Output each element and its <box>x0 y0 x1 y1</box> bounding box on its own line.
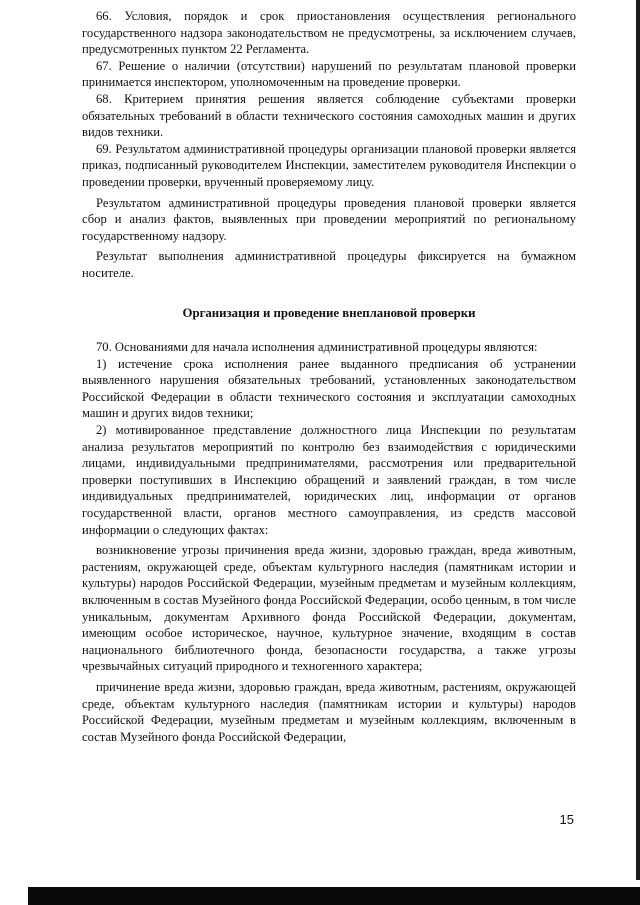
document-body <box>82 8 576 745</box>
scan-border-right <box>636 0 640 880</box>
paragraph-result-fixation: Результат выполнения административной процедуры фиксируется на бумажном носителе. <box>82 249 576 280</box>
paragraph-66: 66. Условия, порядок и срок приостановления осуществления регионального государственного надзора законодательством не предусмотрены, за исключением случаев, предусмотренных пунктом 22 Регламента. <box>82 9 576 57</box>
section-title: Организация и проведение внеплановой проверки <box>182 305 476 320</box>
paragraph-70-item-2: 2) мотивированное представление должностного лица Инспекции по результатам анализа результатов мероприятий по контролю без взаимодействия с юридическими лицами, индивидуальными предпринимателями, рассмотрения или предварительной проверки поступивших в Инспекцию обращений и заявлений граждан, в том числе индивидуальных предпринимателей, юридических лиц, информации от органов государственной власти, органов местного самоуправления, из средств массовой информации о следующих фактах: <box>82 423 576 537</box>
scan-border-bottom <box>28 887 640 905</box>
page-number: 15 <box>559 812 574 827</box>
paragraph-70: 70. Основаниями для начала исполнения административной процедуры являются: <box>96 340 538 355</box>
paragraph-result-planned: Результатом административной процедуры проведения плановой проверки является сбор и анализ фактов, выявленных при проведении мероприятий по региональному государственному надзору. <box>82 195 576 243</box>
paragraph-69: 69. Результатом административной процедуры организации плановой проверки является приказ, подписанный руководителем Инспекции, заместителем руководителя Инспекции о проведении проверки, врученный проверяемому лицу. <box>82 141 576 189</box>
paragraph-harm: причинение вреда жизни, здоровью граждан, вреда животным, растениям, окружающей среде, объектам культурного наследия (памятникам истории и культуры) народов Российской Федерации, музейным предметам и музейным коллекциям, включенным в состав Музейного фонда Российской Федерации, <box>82 679 576 744</box>
paragraph-68: 68. Критерием принятия решения является соблюдение субъектами проверки обязательных требований в области технического состояния самоходных машин и других видов техники. <box>82 91 576 140</box>
paragraph-threat: возникновение угрозы причинения вреда жизни, здоровью граждан, вреда животным, растениям, окружающей среде, объектам культурного наследия (памятникам истории и культуры) народов Российской Федерации, музейным предметам и музейным коллекциям, включенным в состав Музейного фонда Российской Федерации, особо ценным, в том числе уникальным, документам Архивного фонда Российской Федерации, документам, имеющим особое историческое, научное, культурное значение, входящим в состав национального библиотечного фонда, безопасности государства, а также угрозы чрезвычайных ситуаций природного и техногенного характера; <box>82 543 576 674</box>
paragraph-70-item-1: 1) истечение срока исполнения ранее выданного предписания об устранении выявленного нарушения обязательных требований, установленных законодательством Российской Федерации в области технического состояния и эксплуатации самоходных машин и других видов техники; <box>82 356 576 421</box>
paragraph-67: 67. Решение о наличии (отсутствии) нарушений по результатам плановой проверки принимается инспектором, уполномоченным на проведение проверки. <box>82 58 576 90</box>
